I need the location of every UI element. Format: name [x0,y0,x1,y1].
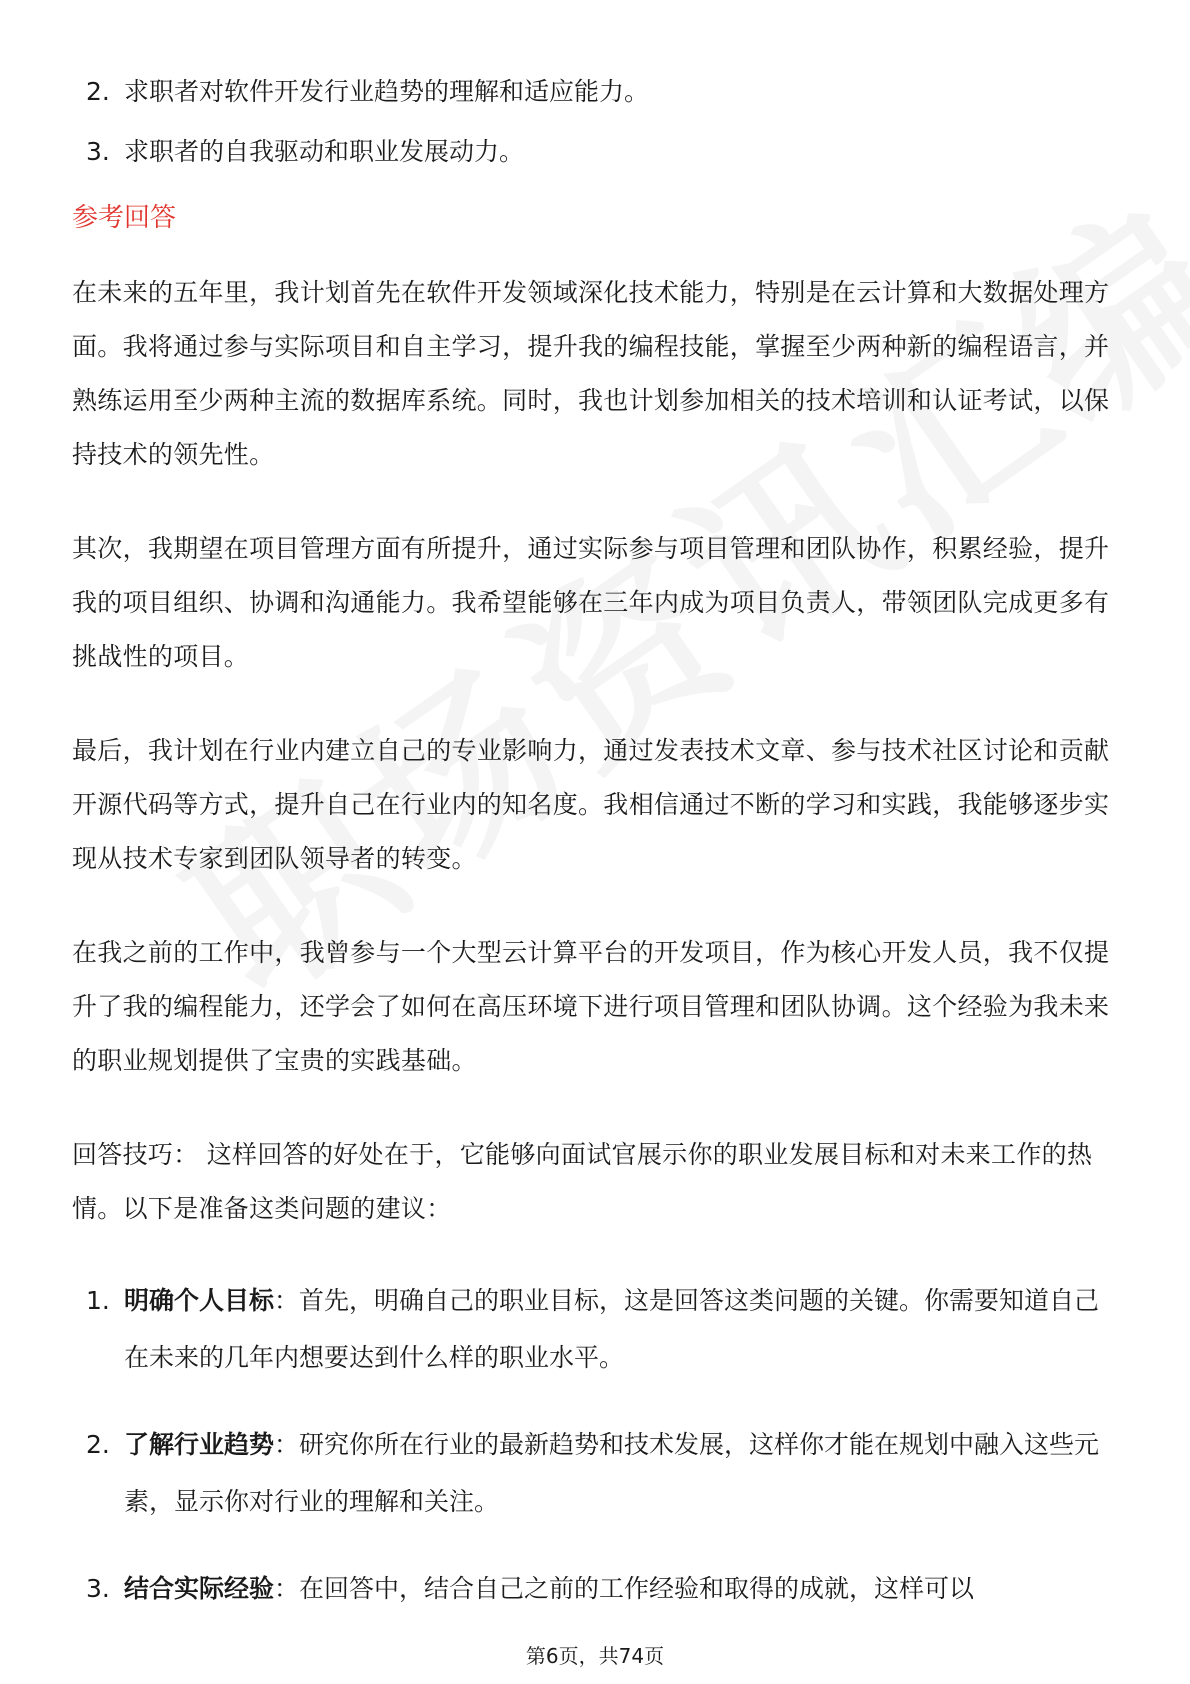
document-page [72,62,1122,1647]
paragraph: 在我之前的工作中，我曾参与一个大型云计算平台的开发项目，作为核心开发人员，我不仅提升了我的编程能力，还学会了如何在高压环境下进行项目管理和团队协调。这个经验为我未来的职业规划提供了宝贵的实践基础。 [72,938,1110,1075]
list-item-number: 2. [86,1430,110,1459]
paragraph: 其次，我期望在项目管理方面有所提升，通过实际参与项目管理和团队协作，积累经验，提升我的项目组织、协调和沟通能力。我希望能够在三年内成为项目负责人，带领团队完成更多有挑战性的项目。 [72,534,1110,671]
list-item [72,1272,1122,1386]
list-item-body: ：首先，明确自己的职业目标，这是回答这类问题的关键。你需要知道自己在未来的几年内想要达到什么样的职业水平。 [124,1286,1100,1372]
list-item-text: 求职者的自我驱动和职业发展动力。 [124,137,525,166]
list-item-body: ：研究你所在行业的最新趋势和技术发展，这样你才能在规划中融入这些元素，显示你对行业的理解和关注。 [124,1430,1100,1516]
list-item-text [124,1560,1122,1617]
numbered-list-tips [72,1272,1122,1617]
paragraph: 最后，我计划在行业内建立自己的专业影响力，通过发表技术文章、参与技术社区讨论和贡献开源代码等方式，提升自己在行业内的知名度。我相信通过不断的学习和实践，我能够逐步实现从技术专家到团队领导者的转变。 [72,736,1110,873]
paragraph: 在未来的五年里，我计划首先在软件开发领域深化技术能力，特别是在云计算和大数据处理方面。我将通过参与实际项目和自主学习，提升我的编程技能，掌握至少两种新的编程语言，并熟练运用至少两种主流的数据库系统。同时，我也计划参加相关的技术培训和认证考试，以保持技术的领先性。 [72,278,1110,469]
page-footer: 第6页，共74页 [525,1644,665,1668]
list-item-number: 3. [86,1574,110,1603]
list-item-body: ：在回答中，结合自己之前的工作经验和取得的成就，这样可以 [274,1574,975,1603]
list-item [72,122,1122,182]
list-item [72,1560,1122,1617]
list-item-label: 结合实际经验 [124,1574,275,1603]
list-item [72,62,1122,122]
section-title: 参考回答 [72,203,177,233]
list-item-number: 1. [86,1286,110,1315]
list-item-number: 2. [86,77,110,106]
answer-tips-paragraph: 回答技巧： 这样回答的好处在于，它能够向面试官展示你的职业发展目标和对未来工作的热情。以下是准备这类问题的建议： [72,1140,1093,1223]
list-item-label: 了解行业趋势 [124,1430,275,1459]
numbered-list-top [72,62,1122,182]
list-item-label: 明确个人目标 [124,1286,275,1315]
list-item [72,1416,1122,1530]
list-item-text: 求职者对软件开发行业趋势的理解和适应能力。 [124,77,650,106]
list-item-text [124,1416,1122,1530]
list-item-text [124,1272,1122,1386]
list-item-number: 3. [86,137,110,166]
